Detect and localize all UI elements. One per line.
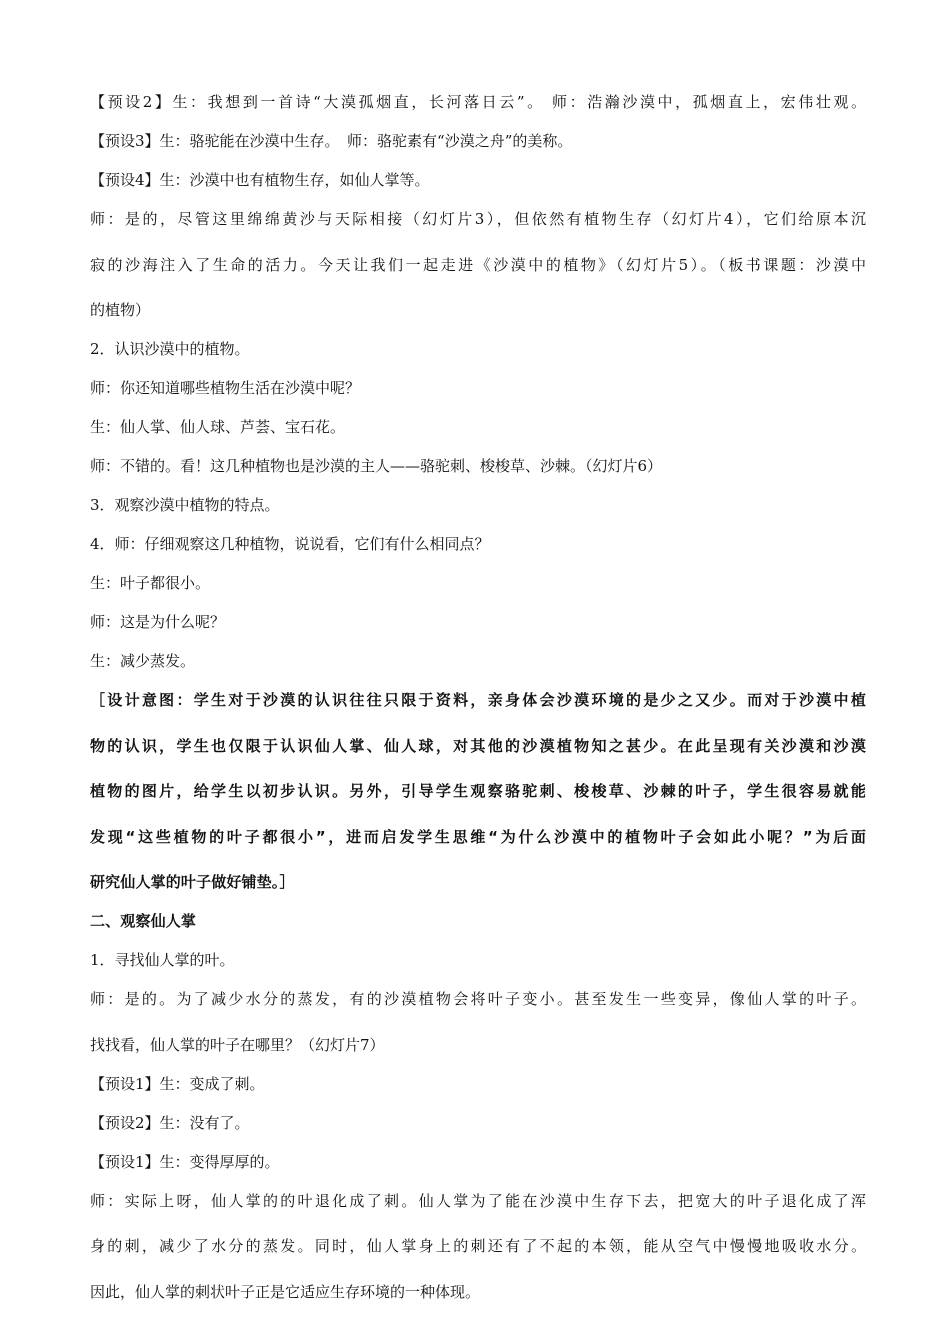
design-intent-line: ［设计意图：学生对于沙漠的认识往往只限于资料，亲身体会沙漠环境的是少之又少。而对于沙漠中植 bbox=[90, 691, 866, 709]
dialogue-line: 师：不错的。看！这几种植物也是沙漠的主人——骆驼刺、梭梭草、沙棘。（幻灯片6） bbox=[90, 457, 663, 475]
design-intent-line: 研究仙人掌的叶子做好铺垫。］ bbox=[90, 873, 295, 891]
design-intent-line: 植物的图片，给学生以初步认识。另外，引导学生观察骆驼刺、梭梭草、沙棘的叶子，学生很容易就能 bbox=[90, 782, 866, 800]
dialogue-line-preset-3: 【预设3】生：骆驼能在沙漠中生存。 师：骆驼素有“沙漠之舟”的美称。 bbox=[90, 132, 573, 150]
section-step-3: 3．观察沙漠中植物的特点。 bbox=[90, 496, 280, 514]
design-intent-line: 发现“这些植物的叶子都很小”，进而启发学生思维“为什么沙漠中的植物叶子会如此小呢？”为后面 bbox=[90, 827, 866, 846]
dialogue-line-preset-2: 【预设2】生：我想到一首诗“大漠孤烟直，长河落日云”。 师：浩瀚沙漠中，孤烟直上，宏伟壮观。 bbox=[90, 93, 866, 111]
paragraph-line: 因此，仙人掌的刺状叶子正是它适应生存环境的一种体现。 bbox=[90, 1282, 481, 1301]
dialogue-line: 生：仙人掌、仙人球、芦荟、宝石花。 bbox=[90, 418, 346, 436]
design-intent-line: 物的认识，学生也仅限于认识仙人掌、仙人球，对其他的沙漠植物知之甚少。在此呈现有关沙漠和沙漠 bbox=[90, 736, 866, 755]
dialogue-line-preset-4: 【预设4】生：沙漠中也有植物生存，如仙人掌等。 bbox=[90, 171, 430, 189]
paragraph-line: 师：实际上呀，仙人掌的的叶退化成了刺。仙人掌为了能在沙漠中生存下去，把宽大的叶子退化成了浑 bbox=[90, 1191, 866, 1210]
paragraph-line: 找找看，仙人掌的叶子在哪里？（幻灯片7） bbox=[90, 1035, 385, 1054]
paragraph-line: 的植物） bbox=[90, 301, 151, 319]
dialogue-line-preset-2: 【预设2】生：没有了。 bbox=[90, 1113, 250, 1132]
document-page bbox=[90, 93, 866, 1301]
dialogue-line: 师：这是为什么呢？ bbox=[90, 613, 226, 631]
section-step-2: 2．认识沙漠中的植物。 bbox=[90, 340, 250, 358]
dialogue-line-preset-1: 【预设1】生：变得厚厚的。 bbox=[90, 1152, 280, 1171]
paragraph-line: 身的刺，减少了水分的蒸发。同时，仙人掌身上的刺还有了不起的本领，能从空气中慢慢地吸收水分。 bbox=[90, 1237, 866, 1255]
section-heading: 二、观察仙人掌 bbox=[90, 912, 197, 930]
paragraph-line: 师：是的，尽管这里绵绵黄沙与天际相接（幻灯片3），但依然有植物生存（幻灯片4），它们给原本沉 bbox=[90, 210, 866, 228]
dialogue-line: 生：叶子都很小。 bbox=[90, 574, 211, 592]
section-step-4: 4．师：仔细观察这几种植物，说说看，它们有什么相同点？ bbox=[90, 535, 490, 553]
dialogue-line: 师：你还知道哪些植物生活在沙漠中呢？ bbox=[90, 379, 361, 397]
dialogue-line: 生：减少蒸发。 bbox=[90, 652, 196, 670]
paragraph-line: 师：是的。为了减少水分的蒸发，有的沙漠植物会将叶子变小。甚至发生一些变异，像仙人掌的叶子。 bbox=[90, 990, 866, 1008]
paragraph-line: 寂的沙海注入了生命的活力。今天让我们一起走进《沙漠中的植物》（幻灯片5）。（板书课题：沙漠中 bbox=[90, 255, 866, 274]
dialogue-line-preset-1: 【预设1】生：变成了刺。 bbox=[90, 1074, 265, 1093]
section-step-1: 1．寻找仙人掌的叶。 bbox=[90, 951, 235, 969]
